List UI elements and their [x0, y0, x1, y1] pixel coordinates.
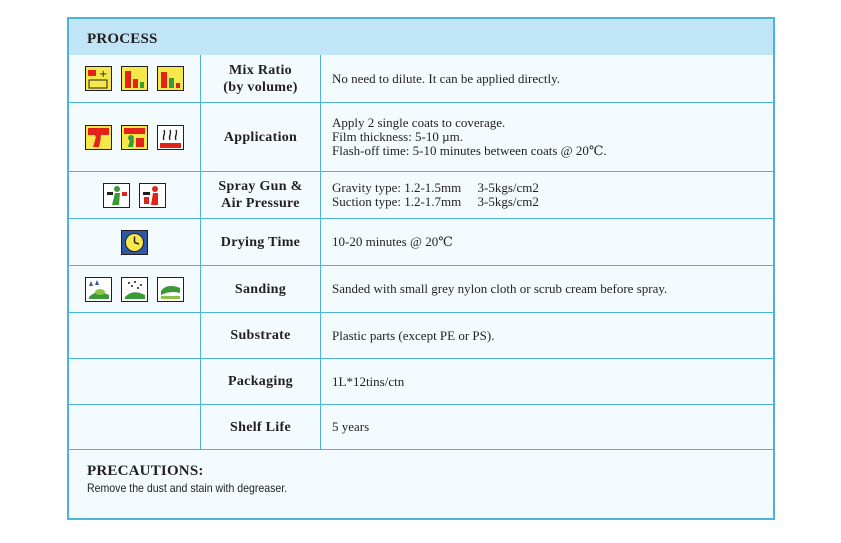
hand-scrub-icon: [157, 277, 184, 302]
label-line: Air Pressure: [221, 196, 300, 211]
row-icons: [69, 313, 201, 358]
row-packaging: [69, 359, 773, 405]
row-detail: [332, 103, 765, 171]
detail-line: Apply 2 single coats to coverage.: [332, 115, 506, 130]
row-label: [201, 313, 321, 358]
wet-sanding-icon: [85, 277, 112, 302]
row-label: [201, 103, 321, 171]
row-label: [201, 266, 321, 312]
row-icons: [69, 359, 201, 404]
row-detail: [332, 359, 765, 404]
flash-off-icon: [157, 125, 184, 150]
spray-coat-icon: [85, 125, 112, 150]
detail-line: Film thickness: 5-10 µm.: [332, 129, 463, 144]
mix-bar-small-icon: [157, 66, 184, 91]
detail-line: No need to dilute. It can be applied directly.: [332, 70, 561, 86]
label-line: Spray Gun &: [218, 179, 303, 194]
detail-line: 10-20 minutes @ 20℃: [332, 234, 453, 249]
row-icons: [69, 266, 201, 312]
row-icons: [69, 405, 201, 449]
label-line: Drying Time: [220, 234, 301, 250]
row-mix-ratio: [69, 55, 773, 103]
row-detail: [332, 55, 765, 102]
label-line: Packaging: [228, 374, 293, 389]
label-line: (by volume): [223, 79, 298, 95]
row-detail: [332, 219, 765, 265]
row-icons: [69, 55, 201, 102]
label-line: Substrate: [230, 328, 291, 343]
row-detail: [332, 313, 765, 358]
detail-line: Flash-off time: 5-10 minutes between coats @ 20℃.: [332, 143, 607, 158]
row-substrate: [69, 313, 773, 359]
row-detail: [332, 405, 765, 449]
row-icons: [69, 103, 201, 171]
precautions-section: [87, 463, 314, 495]
process-title: PROCESS: [87, 31, 158, 47]
mix-plus-icon: [85, 66, 112, 91]
suction-gun-icon: [139, 183, 166, 208]
row-label: [201, 172, 321, 218]
precautions-text: Remove the dust and stain with degreaser.: [87, 481, 288, 495]
row-label: [201, 405, 321, 449]
label-line: Application: [223, 129, 298, 145]
row-application: [69, 103, 773, 172]
svg-text:+: +: [99, 69, 108, 80]
label-line: Sanding: [234, 281, 287, 297]
row-icons: [69, 172, 201, 218]
label-line: Mix Ratio: [229, 62, 292, 78]
detail-line: Suction type: 1.2-1.7mm 3-5kgs/cm2: [332, 194, 539, 209]
detail-line: 5 years: [332, 419, 370, 434]
label-line: Shelf Life: [230, 419, 291, 435]
process-header: [69, 19, 773, 56]
row-drying-time: [69, 219, 773, 266]
detail-line: Sanded with small grey nylon cloth or scrub cream before spray.: [332, 281, 668, 296]
precautions-title: PRECAUTIONS:: [87, 463, 204, 479]
clock-icon: [121, 230, 148, 255]
row-label: [201, 359, 321, 404]
row-icons: [69, 219, 201, 265]
gravity-gun-icon: [103, 183, 130, 208]
mix-bar-icon: [121, 66, 148, 91]
detail-line: Plastic parts (except PE or PS).: [332, 327, 495, 343]
row-detail: [332, 172, 765, 218]
spray-coat-2-icon: [121, 125, 148, 150]
row-detail: [332, 266, 765, 312]
dry-sanding-icon: [121, 277, 148, 302]
row-label: [201, 219, 321, 265]
row-spray-gun: [69, 172, 773, 219]
row-shelf-life: [69, 405, 773, 450]
row-label: [201, 55, 321, 102]
detail-line: Gravity type: 1.2-1.5mm 3-5kgs/cm2: [332, 180, 539, 195]
detail-line: 1L*12tins/ctn: [332, 373, 405, 389]
row-sanding: [69, 266, 773, 313]
process-sheet: [67, 17, 775, 520]
